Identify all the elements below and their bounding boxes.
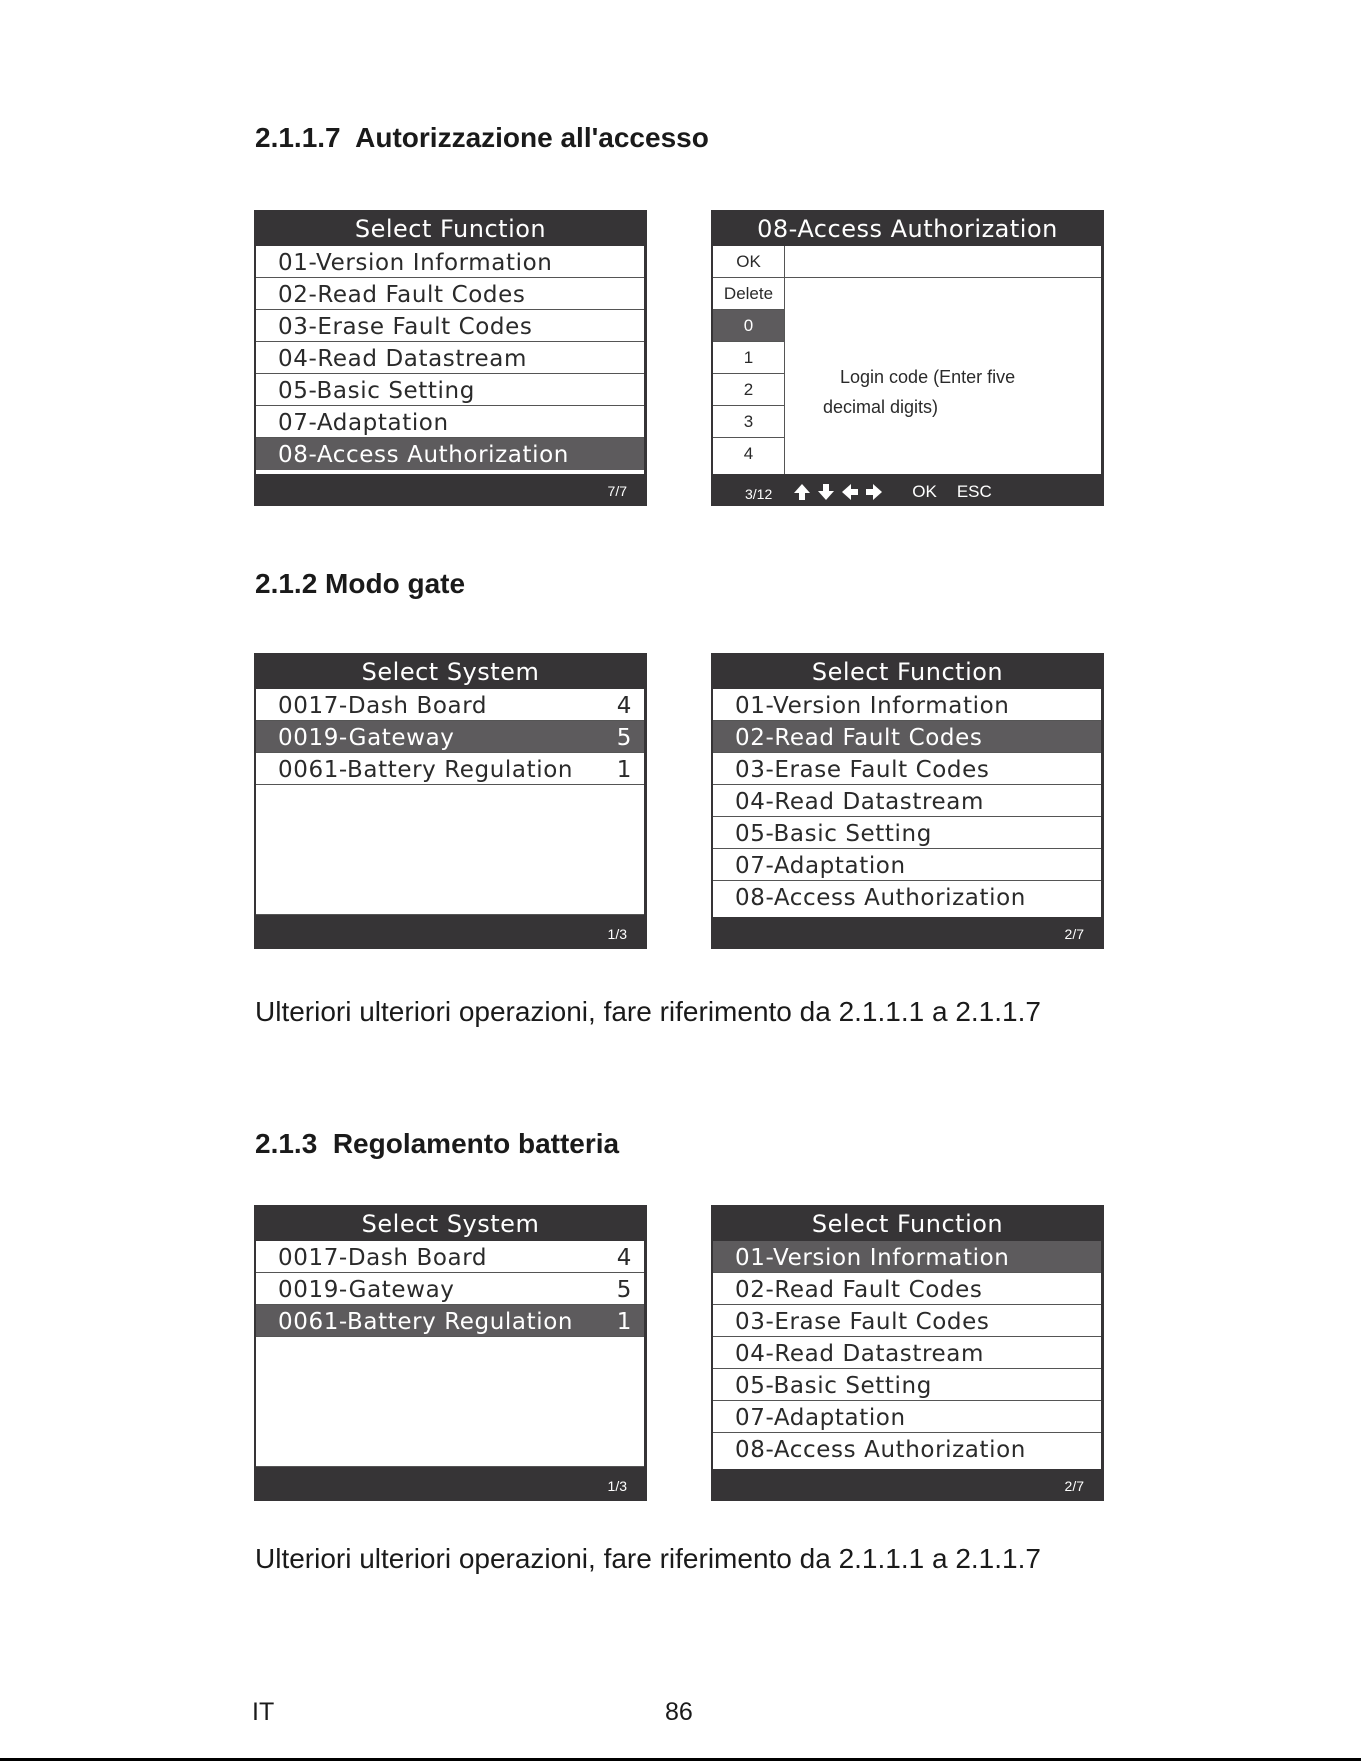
function-item-access-authorization[interactable]: 08-Access Authorization xyxy=(735,885,1026,911)
screen-footer xyxy=(711,1470,1104,1501)
function-list xyxy=(713,1241,1101,1469)
function-item-basic-setting[interactable]: 05-Basic Setting xyxy=(713,817,1101,849)
screen-select-system-3 xyxy=(254,1205,647,1501)
section-heading-battery-regulation: 2.1.3 Regolamento batteria xyxy=(255,1128,620,1159)
pager: 3/12 xyxy=(745,485,773,502)
pager: 7/7 xyxy=(607,483,627,499)
screen-select-function-2 xyxy=(711,653,1104,949)
function-item-access-authorization[interactable]: 08-Access Authorization xyxy=(735,1437,1026,1463)
key-3[interactable]: 3 xyxy=(713,406,784,438)
arrow-up-icon xyxy=(792,482,812,502)
function-item-read-fault-codes[interactable]: 02-Read Fault Codes xyxy=(713,1273,1101,1305)
login-instruction-line2: decimal digits) xyxy=(823,397,939,417)
language-code: IT xyxy=(252,1698,275,1726)
screen-footer xyxy=(254,918,647,949)
arrow-left-icon xyxy=(840,482,860,502)
pager: 2/7 xyxy=(1064,1478,1084,1494)
function-item-access-authorization[interactable]: 08-Access Authorization xyxy=(256,438,644,470)
screen-footer xyxy=(254,475,647,506)
ok-label: OK xyxy=(912,482,937,501)
function-item-basic-setting[interactable]: 05-Basic Setting xyxy=(256,374,644,406)
screen-footer xyxy=(254,1470,647,1501)
function-item-adaptation[interactable]: 07-Adaptation xyxy=(713,849,1101,881)
system-item-dash-board[interactable]: 0017-Dash Board 4 xyxy=(256,1241,644,1273)
function-item-read-fault-codes[interactable]: 02-Read Fault Codes xyxy=(256,278,644,310)
key-4[interactable]: 4 xyxy=(743,444,754,463)
system-item-gateway[interactable]: 0019-Gateway 5 xyxy=(256,721,644,753)
key-column xyxy=(713,246,785,474)
screen-title: Select System xyxy=(361,1210,540,1238)
function-item-read-datastream[interactable]: 04-Read Datastream xyxy=(256,342,644,374)
function-item-read-datastream[interactable]: 04-Read Datastream xyxy=(713,1337,1101,1369)
pager: 1/3 xyxy=(607,926,627,942)
page-number: 86 xyxy=(665,1698,693,1726)
login-instruction-line1: Login code (Enter five xyxy=(840,367,1016,387)
esc-label: ESC xyxy=(956,482,992,501)
screen-title: Select Function xyxy=(811,1210,1004,1238)
function-item-basic-setting[interactable]: 05-Basic Setting xyxy=(713,1369,1101,1401)
key-1[interactable]: 1 xyxy=(713,342,784,374)
function-item-adaptation[interactable]: 07-Adaptation xyxy=(256,406,644,438)
screen-title: 08-Access Authorization xyxy=(757,215,1058,243)
system-item-dash-board[interactable]: 0017-Dash Board 4 xyxy=(256,689,644,721)
screen-select-function-3 xyxy=(711,1205,1104,1501)
screen-footer xyxy=(711,475,1104,506)
pager: 1/3 xyxy=(607,1478,627,1494)
system-item-battery-regulation[interactable]: 0061-Battery Regulation 1 xyxy=(256,753,644,785)
screen-footer xyxy=(711,918,1104,949)
arrow-right-icon xyxy=(864,482,884,502)
login-instruction xyxy=(823,362,1053,422)
key-0[interactable]: 0 xyxy=(713,310,784,342)
function-item-version-information[interactable]: 01-Version Information xyxy=(256,246,644,278)
screen-select-system-2 xyxy=(254,653,647,949)
screen-access-authorization xyxy=(711,210,1104,506)
function-item-version-information[interactable]: 01-Version Information xyxy=(713,1241,1101,1273)
system-item-battery-regulation[interactable]: 0061-Battery Regulation 1 xyxy=(256,1305,644,1337)
function-item-erase-fault-codes[interactable]: 03-Erase Fault Codes xyxy=(713,753,1101,785)
function-item-erase-fault-codes[interactable]: 03-Erase Fault Codes xyxy=(256,310,644,342)
section-heading-gateway-mode: 2.1.2 Modo gate xyxy=(255,568,466,599)
system-list xyxy=(256,1241,644,1467)
screen-title: Select System xyxy=(361,658,540,686)
system-item-gateway[interactable]: 0019-Gateway 5 xyxy=(256,1273,644,1305)
function-item-adaptation[interactable]: 07-Adaptation xyxy=(713,1401,1101,1433)
function-item-read-datastream[interactable]: 04-Read Datastream xyxy=(713,785,1101,817)
screen-title: Select Function xyxy=(354,215,547,243)
function-item-read-fault-codes[interactable]: 02-Read Fault Codes xyxy=(713,721,1101,753)
key-ok[interactable]: OK xyxy=(713,246,784,278)
system-list xyxy=(256,689,644,915)
key-2[interactable]: 2 xyxy=(713,374,784,406)
screen-title: Select Function xyxy=(811,658,1004,686)
pager: 2/7 xyxy=(1064,926,1084,942)
arrow-down-icon xyxy=(816,482,836,502)
function-list xyxy=(256,246,644,474)
section-note: Ulteriori ulteriori operazioni, fare riferimento da 2.1.1.1 a 2.1.1.7 xyxy=(255,1543,1041,1574)
function-item-erase-fault-codes[interactable]: 03-Erase Fault Codes xyxy=(713,1305,1101,1337)
login-keypad xyxy=(713,246,1101,474)
key-delete[interactable]: Delete xyxy=(713,278,784,310)
function-list xyxy=(713,689,1101,917)
function-item-version-information[interactable]: 01-Version Information xyxy=(713,689,1101,721)
section-heading-access-authorization: 2.1.1.7 Autorizzazione all'accesso xyxy=(255,122,709,153)
section-note: Ulteriori ulteriori operazioni, fare riferimento da 2.1.1.1 a 2.1.1.7 xyxy=(255,996,1041,1027)
screen-select-function-1 xyxy=(254,210,647,506)
login-code-field[interactable] xyxy=(785,246,1101,278)
